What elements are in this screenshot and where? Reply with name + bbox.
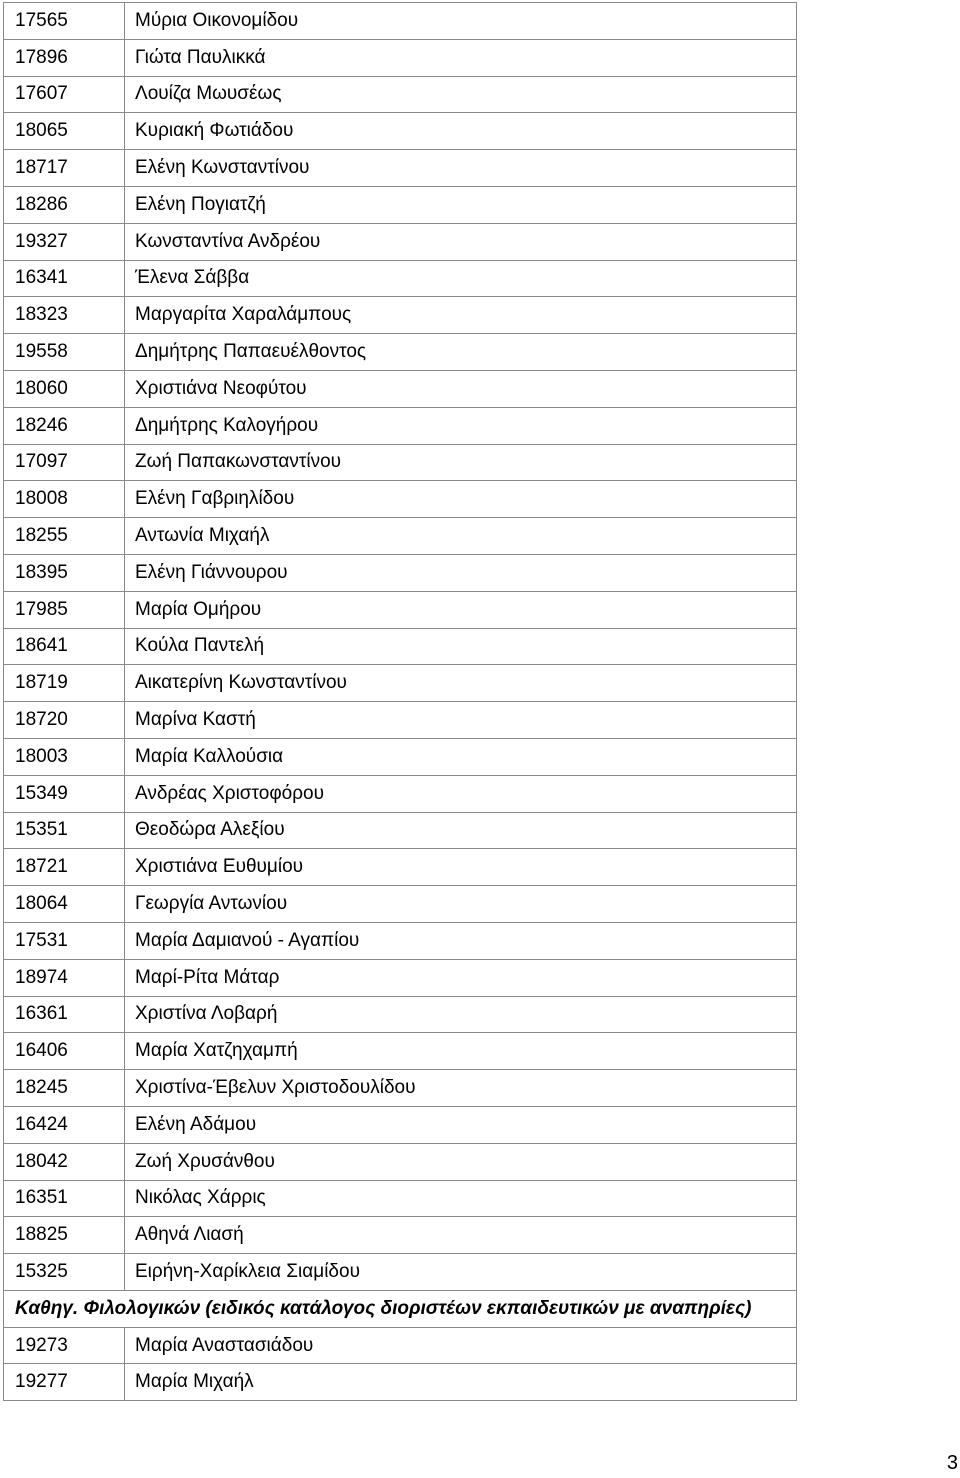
registry-number: 18825 xyxy=(4,1217,125,1254)
table-row xyxy=(4,186,797,223)
teacher-name: Αντωνία Μιχαήλ xyxy=(125,518,797,555)
teacher-name: Ελένη Αδάμου xyxy=(125,1106,797,1143)
table-row xyxy=(4,113,797,150)
registry-number: 18721 xyxy=(4,849,125,886)
table-row xyxy=(4,297,797,334)
table-body-bottom xyxy=(4,1327,797,1401)
table-row xyxy=(4,1106,797,1143)
table-row xyxy=(4,738,797,775)
teacher-name: Λουίζα Μωυσέως xyxy=(125,76,797,113)
registry-number: 16424 xyxy=(4,1106,125,1143)
registry-number: 18064 xyxy=(4,886,125,923)
teacher-name: Ειρήνη-Χαρίκλεια Σιαμίδου xyxy=(125,1254,797,1291)
registry-number: 18003 xyxy=(4,738,125,775)
table-row xyxy=(4,518,797,555)
teacher-name: Ελένη Γιάννουρου xyxy=(125,554,797,591)
teacher-name: Κούλα Παντελή xyxy=(125,628,797,665)
teacher-name: Μαρία Χατζηχαμπή xyxy=(125,1033,797,1070)
registry-number: 18323 xyxy=(4,297,125,334)
registry-number: 18065 xyxy=(4,113,125,150)
table-row xyxy=(4,1033,797,1070)
registry-number: 17531 xyxy=(4,922,125,959)
registry-number: 19273 xyxy=(4,1327,125,1364)
teacher-name: Μαρία Μιχαήλ xyxy=(125,1364,797,1401)
teacher-name: Ανδρέας Χριστοφόρου xyxy=(125,775,797,812)
registry-number: 17985 xyxy=(4,591,125,628)
table-row xyxy=(4,775,797,812)
table-row xyxy=(4,3,797,40)
teacher-name: Μαρία Αναστασιάδου xyxy=(125,1327,797,1364)
teacher-name: Κυριακή Φωτιάδου xyxy=(125,113,797,150)
section-header-row xyxy=(4,1290,797,1327)
registry-number: 16351 xyxy=(4,1180,125,1217)
registry-number: 16361 xyxy=(4,996,125,1033)
teacher-name: Δημήτρης Παπαευέλθοντος xyxy=(125,334,797,371)
teacher-name: Μύρια Οικονομίδου xyxy=(125,3,797,40)
registry-number: 17097 xyxy=(4,444,125,481)
table-row xyxy=(4,591,797,628)
registry-number: 18255 xyxy=(4,518,125,555)
table-row xyxy=(4,223,797,260)
table-row xyxy=(4,849,797,886)
registry-number: 15351 xyxy=(4,812,125,849)
teacher-name: Νικόλας Χάρρις xyxy=(125,1180,797,1217)
table-row xyxy=(4,702,797,739)
table-row xyxy=(4,922,797,959)
teacher-name: Ζωή Παπακωνσταντίνου xyxy=(125,444,797,481)
registry-number: 19277 xyxy=(4,1364,125,1401)
registry-number: 18717 xyxy=(4,150,125,187)
table-row xyxy=(4,39,797,76)
registry-number: 18395 xyxy=(4,554,125,591)
section-header-prefix: Καθηγ. Φιλολογικών xyxy=(15,1297,201,1319)
table-row xyxy=(4,76,797,113)
teacher-name: Έλενα Σάββα xyxy=(125,260,797,297)
page-number: 3 xyxy=(946,1452,958,1474)
registry-number: 18641 xyxy=(4,628,125,665)
registry-number: 15349 xyxy=(4,775,125,812)
section-header-note: (ειδικός κατάλογος διοριστέων εκπαιδευτικών με αναπηρίες) xyxy=(205,1297,752,1319)
teacher-name: Ελένη Γαβριηλίδου xyxy=(125,481,797,518)
registry-number: 18245 xyxy=(4,1070,125,1107)
teacher-name: Μαρί-Ρίτα Μάταρ xyxy=(125,959,797,996)
registry-number: 18286 xyxy=(4,186,125,223)
table-row xyxy=(4,812,797,849)
table-row xyxy=(4,959,797,996)
teacher-name: Δημήτρης Καλογήρου xyxy=(125,407,797,444)
teacher-name: Μαρία Δαμιανού - Αγαπίου xyxy=(125,922,797,959)
table-row xyxy=(4,150,797,187)
table-row xyxy=(4,665,797,702)
teacher-name: Ελένη Πογιατζή xyxy=(125,186,797,223)
registry-number: 17896 xyxy=(4,39,125,76)
table-body-top xyxy=(4,3,797,1291)
registry-number: 17607 xyxy=(4,76,125,113)
table-row xyxy=(4,444,797,481)
teacher-name: Γιώτα Παυλικκά xyxy=(125,39,797,76)
registry-number: 18974 xyxy=(4,959,125,996)
registry-number: 18008 xyxy=(4,481,125,518)
registry-number: 16341 xyxy=(4,260,125,297)
teacher-name: Ζωή Χρυσάνθου xyxy=(125,1143,797,1180)
teacher-name: Γεωργία Αντωνίου xyxy=(125,886,797,923)
table-row xyxy=(4,1070,797,1107)
teacher-name: Χριστίνα Λοβαρή xyxy=(125,996,797,1033)
teacher-name: Αθηνά Λιασή xyxy=(125,1217,797,1254)
teacher-name: Ελένη Κωνσταντίνου xyxy=(125,150,797,187)
table-row xyxy=(4,370,797,407)
table-row xyxy=(4,334,797,371)
table-row xyxy=(4,260,797,297)
table-row xyxy=(4,886,797,923)
teacher-name: Χριστιάνα Νεοφύτου xyxy=(125,370,797,407)
teacher-name: Αικατερίνη Κωνσταντίνου xyxy=(125,665,797,702)
table-row xyxy=(4,996,797,1033)
registry-number: 18246 xyxy=(4,407,125,444)
table-row xyxy=(4,554,797,591)
registry-number: 16406 xyxy=(4,1033,125,1070)
table-row xyxy=(4,628,797,665)
teacher-name: Μαρία Καλλούσια xyxy=(125,738,797,775)
registry-number: 19327 xyxy=(4,223,125,260)
teacher-name: Μαρίνα Καστή xyxy=(125,702,797,739)
teacher-name: Θεοδώρα Αλεξίου xyxy=(125,812,797,849)
registry-number: 18719 xyxy=(4,665,125,702)
table-row xyxy=(4,1254,797,1291)
section-header xyxy=(4,1290,797,1327)
registry-number: 18720 xyxy=(4,702,125,739)
teacher-name: Κωνσταντίνα Ανδρέου xyxy=(125,223,797,260)
section-header-group xyxy=(4,1290,797,1327)
teacher-name: Μαρία Ομήρου xyxy=(125,591,797,628)
registry-number: 17565 xyxy=(4,3,125,40)
table-row xyxy=(4,407,797,444)
table-row xyxy=(4,1327,797,1364)
teacher-name: Χριστίνα-Έβελυν Χριστοδουλίδου xyxy=(125,1070,797,1107)
table-row xyxy=(4,1364,797,1401)
table-row xyxy=(4,1143,797,1180)
registry-number: 18060 xyxy=(4,370,125,407)
teacher-name: Χριστιάνα Ευθυμίου xyxy=(125,849,797,886)
registry-number: 19558 xyxy=(4,334,125,371)
table-row xyxy=(4,1180,797,1217)
table-row xyxy=(4,481,797,518)
appointee-table xyxy=(3,2,797,1401)
registry-number: 15325 xyxy=(4,1254,125,1291)
table-row xyxy=(4,1217,797,1254)
registry-number: 18042 xyxy=(4,1143,125,1180)
teacher-name: Μαργαρίτα Χαραλάμπους xyxy=(125,297,797,334)
